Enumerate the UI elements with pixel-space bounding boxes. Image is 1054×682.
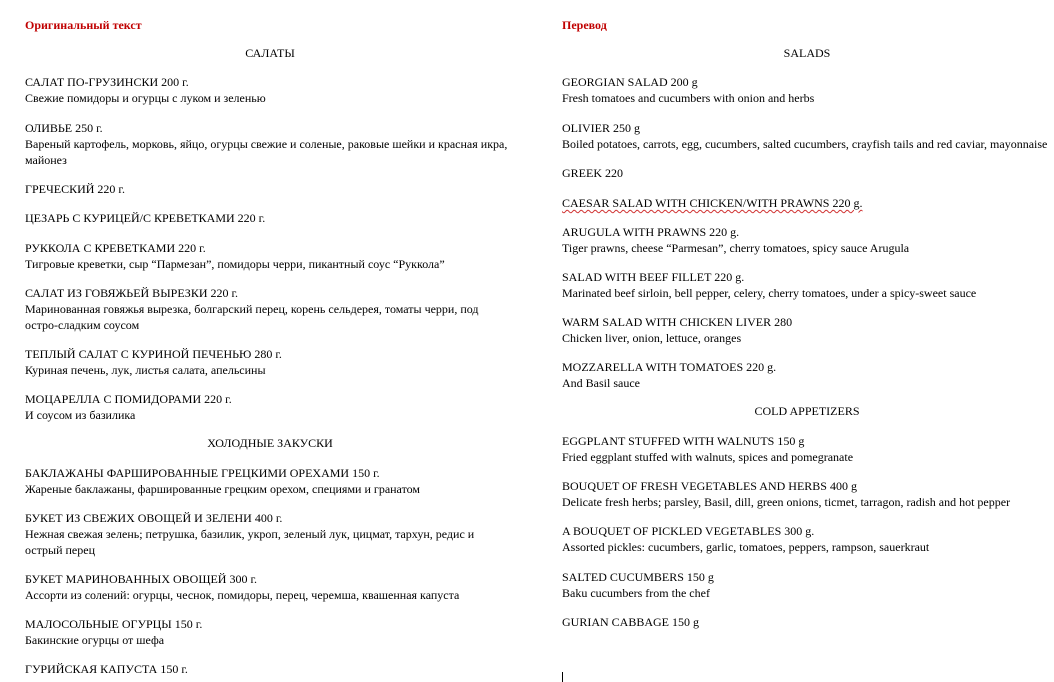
menu-item-title: GREEK 220	[562, 166, 623, 180]
menu-item-desc: Chicken liver, onion, lettuce, oranges	[562, 331, 742, 345]
menu-item	[25, 391, 232, 423]
section-title-salads: SALADS	[783, 46, 831, 60]
menu-item	[25, 120, 507, 168]
menu-item	[25, 661, 188, 677]
menu-item-desc: Свежие помидоры и огурцы с луком и зеленью	[25, 91, 266, 105]
menu-item	[562, 614, 699, 630]
menu-item-title: WARM SALAD WITH CHICKEN LIVER 280	[562, 315, 793, 329]
menu-item	[25, 285, 479, 333]
column-header-translation: Перевод	[562, 18, 607, 32]
menu-item-title: BOUQUET OF FRESH VEGETABLES AND HERBS 400 g	[562, 479, 857, 493]
menu-item-desc: Бакинские огурцы от шефа	[25, 633, 165, 647]
menu-item	[25, 74, 266, 106]
menu-item-title: БУКЕТ ИЗ СВЕЖИХ ОВОЩЕЙ И ЗЕЛЕНИ 400 г.	[25, 511, 283, 525]
menu-item	[25, 616, 202, 648]
text-cursor	[562, 672, 563, 682]
menu-item-title: GEORGIAN SALAD 200 g	[562, 75, 698, 89]
menu-item-title: ТЕПЛЫЙ САЛАТ С КУРИНОЙ ПЕЧЕНЬЮ 280 г.	[25, 347, 282, 361]
menu-item-title: БАКЛАЖАНЫ ФАРШИРОВАННЫЕ ГРЕЦКИМИ ОРЕХАМИ 150 г.	[25, 466, 380, 480]
menu-item-title: МАЛОСОЛЬНЫЕ ОГУРЦЫ 150 г.	[25, 617, 203, 631]
menu-item	[562, 224, 909, 256]
menu-item	[562, 269, 976, 301]
menu-item	[562, 120, 1047, 152]
menu-item-title: ГРЕЧЕСКИЙ 220 г.	[25, 182, 125, 196]
menu-item	[562, 74, 814, 106]
menu-item-title: БУКЕТ МАРИНОВАННЫХ ОВОЩЕЙ 300 г.	[25, 572, 258, 586]
menu-item	[25, 240, 445, 272]
menu-item	[562, 314, 792, 346]
menu-item	[25, 210, 265, 226]
menu-item-title: МОЦАРЕЛЛА С ПОМИДОРАМИ 220 г.	[25, 392, 232, 406]
menu-item-title: ОЛИВЬЕ 250 г.	[25, 121, 103, 135]
menu-item-desc: Fresh tomatoes and cucumbers with onion and herbs	[562, 91, 815, 105]
menu-item-desc: Жареные баклажаны, фаршированные грецким орехом, специями и гранатом	[25, 482, 421, 496]
menu-item	[562, 523, 929, 555]
menu-item-desc: Тигровые креветки, сыр “Пармезан”, помидоры черри, пикантный соус “Руккола”	[25, 257, 445, 271]
section-title-cold-appetizers: ХОЛОДНЫЕ ЗАКУСКИ	[207, 436, 333, 450]
menu-item	[562, 195, 862, 211]
column-header-original: Оригинальный текст	[25, 18, 142, 32]
menu-item	[25, 346, 282, 378]
menu-item-desc: Fried eggplant stuffed with walnuts, spices and pomegranate	[562, 450, 854, 464]
menu-item	[562, 478, 1010, 510]
menu-item	[562, 569, 714, 601]
menu-item-desc: Нежная свежая зелень; петрушка, базилик, укроп, зеленый лук, цицмат, тархун, редис и острый перец	[25, 527, 475, 557]
menu-item-title: SALTED CUCUMBERS 150 g	[562, 570, 714, 584]
menu-item-title: SALAD WITH BEEF FILLET 220 g.	[562, 270, 745, 284]
menu-item-title: CAESAR SALAD WITH CHICKEN/WITH PRAWNS 220 g.	[562, 196, 863, 210]
menu-item-title: EGGPLANT STUFFED WITH WALNUTS 150 g	[562, 434, 805, 448]
menu-item-title: ARUGULA WITH PRAWNS 220 g.	[562, 225, 740, 239]
menu-item-title: GURIAN CABBAGE 150 g	[562, 615, 700, 629]
menu-item-title: ГУРИЙСКАЯ КАПУСТА 150 г.	[25, 662, 188, 676]
menu-item-desc: И соусом из базилика	[25, 408, 136, 422]
section-title-cold-appetizers: COLD APPETIZERS	[754, 404, 860, 418]
menu-item-title: САЛАТ ИЗ ГОВЯЖЬЕЙ ВЫРЕЗКИ 220 г.	[25, 286, 239, 300]
menu-item	[562, 433, 853, 465]
menu-item-desc: Маринованная говяжья вырезка, болгарский перец, корень сельдерея, томаты черри, под остро-сладким соусом	[25, 302, 479, 332]
menu-item-title: A BOUQUET OF PICKLED VEGETABLES 300 g.	[562, 524, 815, 538]
menu-item	[562, 359, 776, 391]
menu-item	[562, 165, 623, 181]
menu-item-desc: Baku cucumbers from the chef	[562, 586, 710, 600]
section-title-salads: САЛАТЫ	[245, 46, 295, 60]
menu-item	[25, 181, 125, 197]
menu-item-desc: Delicate fresh herbs; parsley, Basil, dill, green onions, ticmet, tarragon, radish and hot pepper	[562, 495, 1011, 509]
menu-item-desc: Boiled potatoes, carrots, egg, cucumbers, salted cucumbers, crayfish tails and red caviar, mayonnaise	[562, 137, 1048, 151]
menu-item-desc: Tiger prawns, cheese “Parmesan”, cherry tomatoes, spicy sauce Arugula	[562, 241, 910, 255]
menu-item-title: OLIVIER 250 g	[562, 121, 640, 135]
menu-item-desc: Вареный картофель, морковь, яйцо, огурцы свежие и соленые, раковые шейки и красная икра, майонез	[25, 137, 508, 167]
menu-item-desc: Marinated beef sirloin, bell pepper, celery, cherry tomatoes, under a spicy-sweet sauce	[562, 286, 977, 300]
menu-item-desc: Куриная печень, лук, листья салата, апельсины	[25, 363, 266, 377]
menu-item	[25, 510, 474, 558]
menu-item-desc: And Basil sauce	[562, 376, 640, 390]
menu-item-desc: Ассорти из солений: огурцы, чеснок, помидоры, перец, черемша, квашенная капуста	[25, 588, 460, 602]
menu-item-title: РУККОЛА С КРЕВЕТКАМИ 220 г.	[25, 241, 206, 255]
menu-item	[25, 465, 420, 497]
menu-item	[25, 571, 459, 603]
menu-item-desc: Assorted pickles: cucumbers, garlic, tomatoes, peppers, rampson, sauerkraut	[562, 540, 930, 554]
menu-item-title: САЛАТ ПО-ГРУЗИНСКИ 200 г.	[25, 75, 189, 89]
menu-item-title: ЦЕЗАРЬ С КУРИЦЕЙ/С КРЕВЕТКАМИ 220 г.	[25, 211, 266, 225]
menu-item-title: MOZZARELLA WITH TOMATOES 220 g.	[562, 360, 777, 374]
